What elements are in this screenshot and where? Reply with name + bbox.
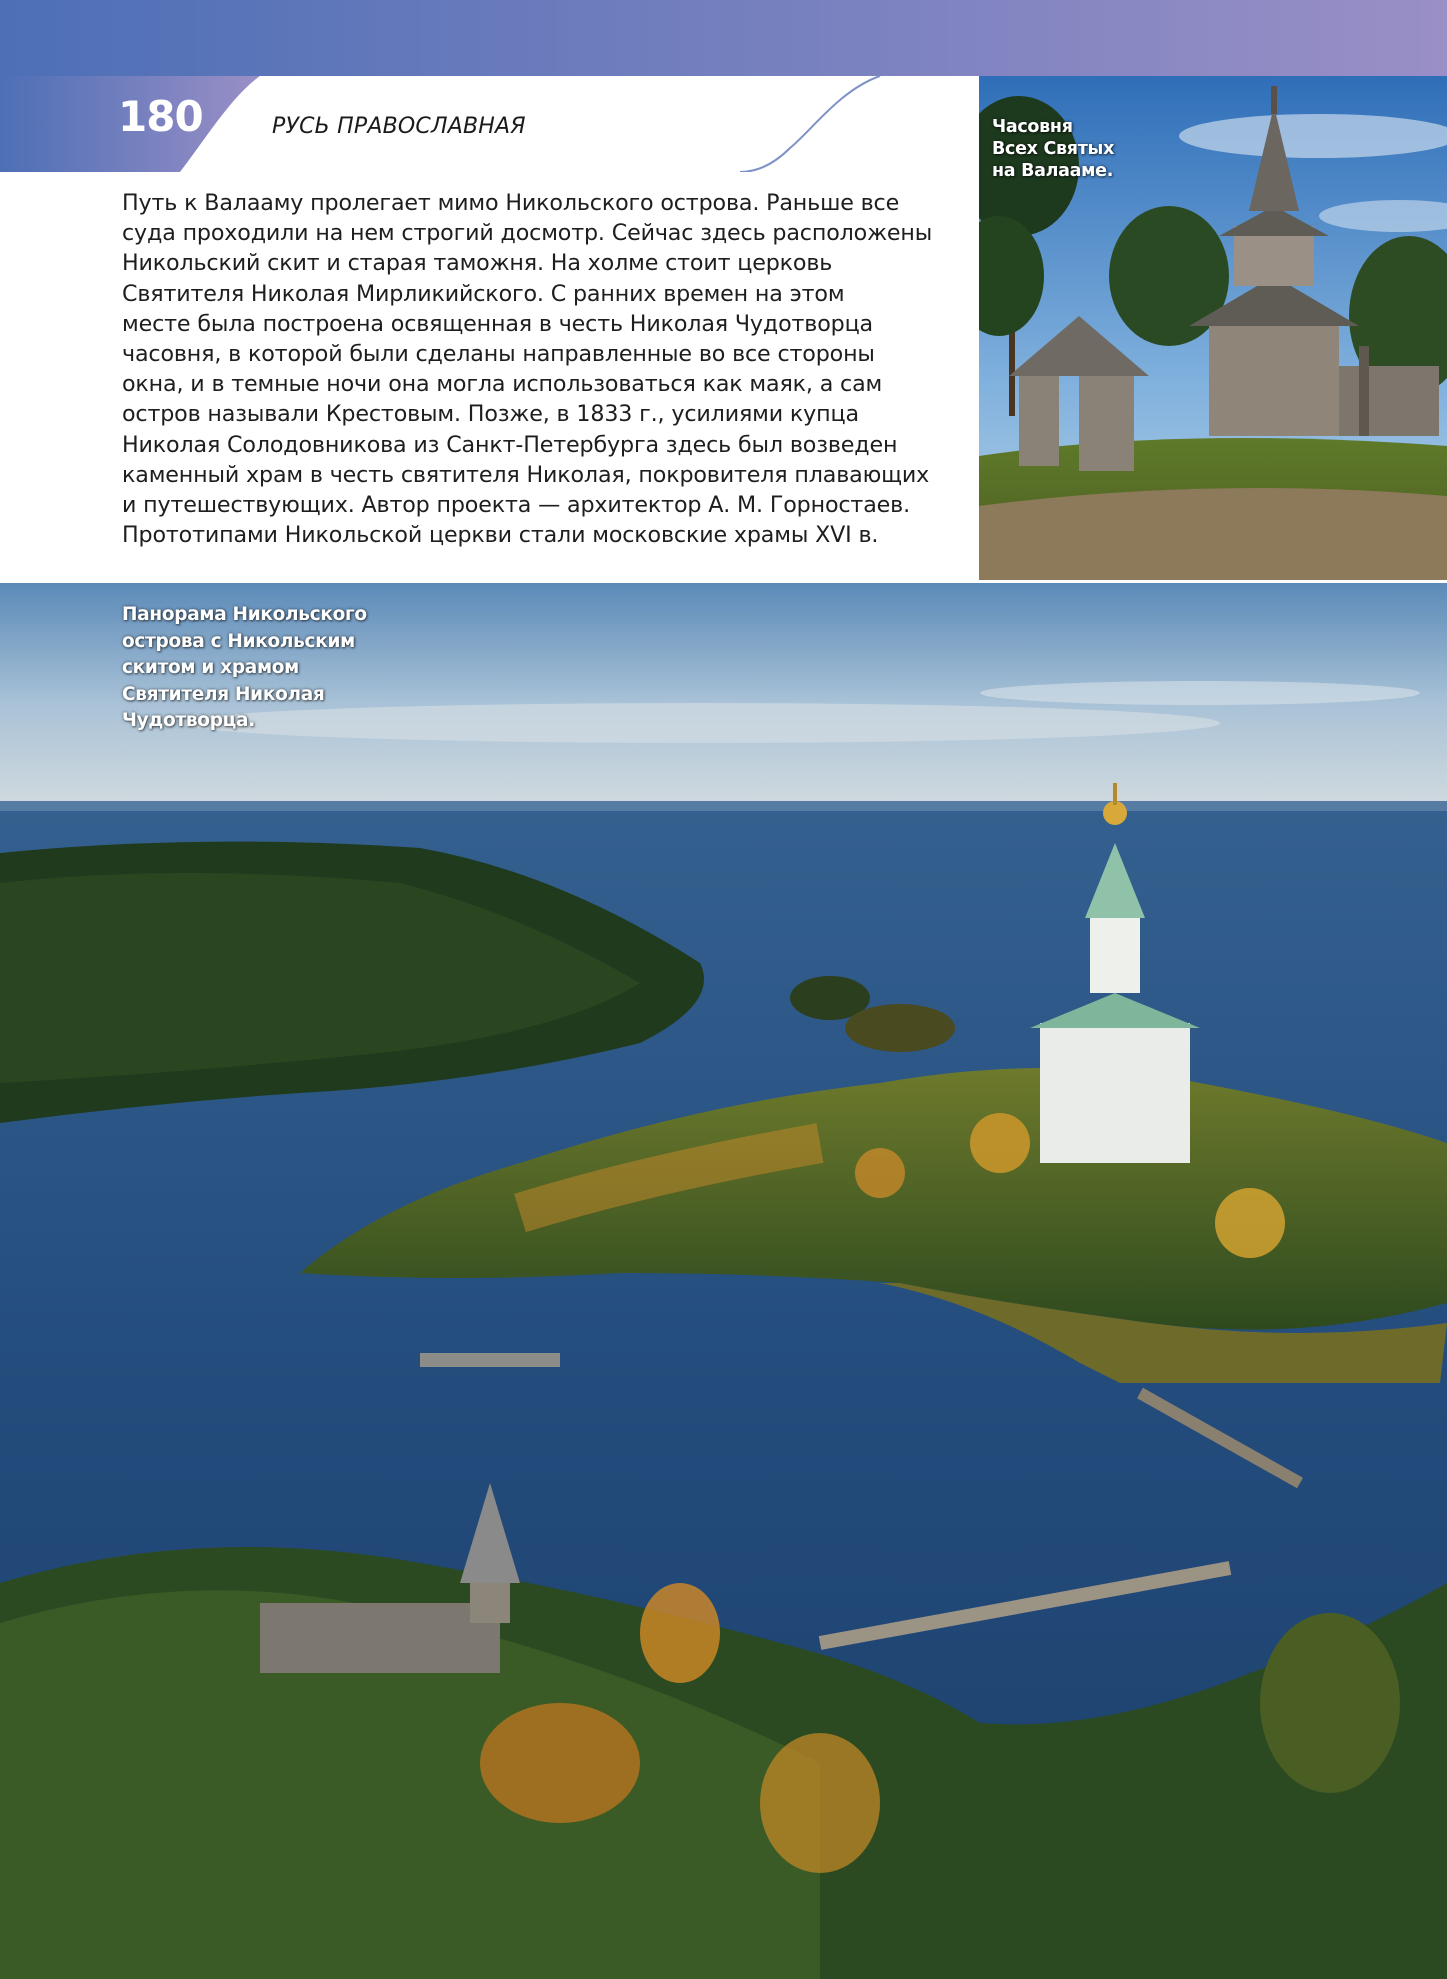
panorama-photo: [0, 583, 1447, 1979]
page-number: 180: [118, 92, 203, 141]
article-text: Путь к Валааму пролегает мимо Никольского острова. Раньше все суда проходили на нем строгий досмотр. Сейчас здесь расположены Никольский скит и старая таможня. На холме стоит церковь Святителя Николая Мирликийского. С ранних времен на этом месте была построена освященная в честь Николая Чудотворца часовня, в которой были сделаны направленные во все стороны окна, и в темные ночи она могла использоваться как маяк, а сам остров называли Крестовым. Позже, в 1833 г., усилиями купца Николая Солодовникова из Санкт-Петербурга здесь был возведен каменный храм в честь святителя Николая, покровителя плавающих и путешествующих. Автор проекта — архитектор А. М. Горностаев. Прототипами Никольской церкви стали московские храмы XVI в.: [122, 190, 933, 549]
panorama-caption: Панорама Никольского острова с Никольским скитом и храмом Святителя Николая Чудотворца.: [122, 604, 367, 731]
section-title: РУСЬ ПРАВОСЛАВНАЯ: [272, 114, 526, 139]
chapel-caption: Часовня Всех Святых на Валааме.: [992, 117, 1115, 181]
